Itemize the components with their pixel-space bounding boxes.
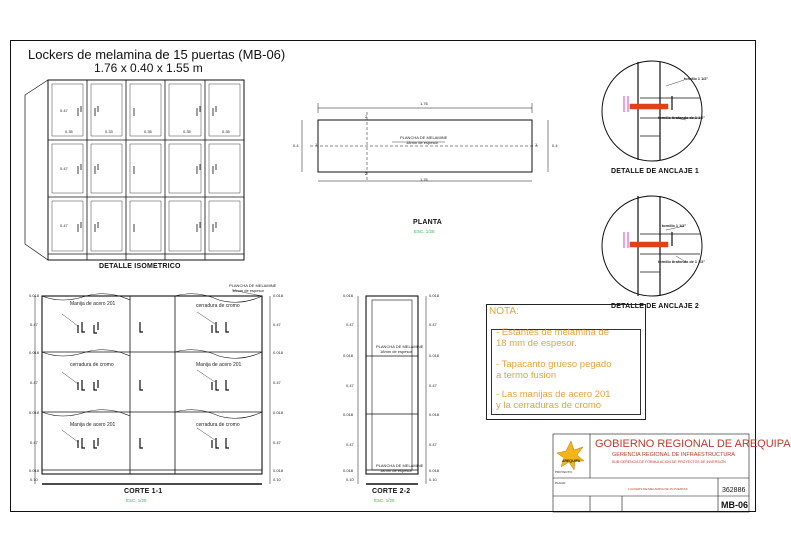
org-subdivision-2: SUB GERENCIA DE FORMULACION DE PROYECTOS DE INVERSION (612, 460, 726, 464)
plan-field-label: PLANO: (555, 481, 567, 485)
project-field-label: PROYECTO: (555, 470, 573, 474)
c11-dim-r1: 0.018 (273, 293, 284, 298)
isometric-label: DETALLE ISOMETRICO (99, 263, 181, 270)
plan-marker-1-left: 1 (315, 142, 318, 147)
plan-marker-2-top: 2 (365, 114, 368, 119)
c22-dim-r8: 0.10 (429, 477, 437, 482)
isometric-view (25, 80, 244, 260)
c11-dim-r2: 0.47 (273, 322, 281, 327)
anchor2-screw-note: tornillo 1 1/2" (662, 224, 687, 228)
plan-depth-dim-right: 0.4 (552, 143, 558, 148)
c11-dim-r3: 0.018 (273, 350, 284, 355)
org-subdivision: GERENCIA REGIONAL DE INFRAESTRUCTURA (612, 452, 735, 458)
note-line-5: - Las manijas de acero 201 (496, 389, 611, 400)
logo-text: AREQUIPA (562, 459, 581, 463)
anchor2-lag-note: tornillo tirafondo de 1 1/2" (658, 260, 706, 264)
iso-col-dim-4: 0.35 (183, 129, 191, 134)
c22-dim-r6: 0.47 (429, 442, 437, 447)
c11-callout-5: Manija de acero 201 (70, 422, 116, 428)
c11-dim-l2: 0.47 (30, 322, 38, 327)
c22-dim-r1: 0.018 (429, 293, 440, 298)
plan-material-thickness: 18mm de espesor (406, 140, 439, 145)
sheet-number: MB-06 (721, 500, 749, 510)
plan-depth-dim-left: 0.4 (293, 143, 299, 148)
section-1-1-label: CORTE 1-1 (124, 488, 163, 495)
project-code: 362886 (722, 487, 746, 494)
plan-material-label: PLANCHA DE MELAMINE (400, 135, 448, 140)
c11-dim-l7: 0.018 (29, 468, 40, 473)
plan-marker-2-bottom: 2 (365, 171, 368, 176)
c22-dim-l3: 0.018 (343, 353, 354, 358)
c22-dim-l7: 0.018 (343, 468, 354, 473)
c11-callout-1: Manija de acero 201 (70, 301, 116, 307)
c22-dim-r4: 0.47 (429, 383, 437, 388)
c11-dim-l5: 0.018 (29, 410, 40, 415)
plan-marker-1-right: 1 (535, 142, 538, 147)
c22-dim-l8: 0.10 (346, 477, 354, 482)
c11-dim-r6: 0.47 (273, 440, 281, 445)
c22-dim-l5: 0.018 (343, 412, 354, 417)
section-2-2-label: CORTE 2-2 (372, 488, 411, 495)
anchor1-lag-note: tornillo tirafondo de 1 1/2" (658, 116, 706, 120)
c11-top-note-2: 18mm de espesor (232, 288, 265, 293)
iso-row-dim-3: 0.47 (60, 223, 68, 228)
c11-top-note-1: PLANCHA DE MELAMINE (229, 283, 277, 288)
anchor2-label: DETALLE DE ANCLAJE 2 (611, 303, 700, 310)
c11-dim-r4: 0.47 (273, 380, 281, 385)
anchor1-screw-note: tornillo 1 1/2" (684, 77, 709, 81)
c22-dim-r3: 0.018 (429, 353, 440, 358)
plan-scale: ESC. 1/25 (414, 229, 435, 234)
plan-width-dim-bottom: 1.76 (420, 177, 428, 182)
c22-note-1: PLANCHA DE MELAMINE (376, 344, 424, 349)
c11-dim-r5: 0.018 (273, 410, 284, 415)
note-line-4: a termo fusion (496, 370, 557, 381)
section-1-1 (35, 290, 270, 484)
c22-note-1b: PLANCHA DE MELAMINE (376, 463, 424, 468)
note-line-6: y la cerraduras de cromo (496, 400, 602, 411)
c11-dim-l3: 0.018 (29, 350, 40, 355)
iso-row-dim-2: 0.47 (60, 166, 68, 171)
iso-row-dim-1: 0.47 (60, 108, 68, 113)
org-name: GOBIERNO REGIONAL DE AREQUIPA (595, 438, 791, 450)
regional-logo (557, 441, 584, 470)
c22-dim-r5: 0.018 (429, 412, 440, 417)
note-line-3: - Tapacanto grueso pegado (496, 359, 612, 370)
c11-callout-2: cerradura de cromo (196, 303, 240, 309)
c22-dim-l2: 0.47 (346, 322, 354, 327)
c11-dim-r8: 0.10 (273, 477, 281, 482)
plan-label: PLANTA (413, 219, 443, 226)
iso-col-dim-5: 0.35 (222, 129, 230, 134)
iso-col-dim-1: 0.35 (65, 129, 73, 134)
c22-note-2b: 18mm de espesor (380, 468, 413, 473)
section-1-1-scale: ESC. 1/25 (126, 498, 147, 503)
plan-field-value: LOCKERS DE MELAMINA DE 15 PUERTAS (628, 487, 688, 491)
note-line-1: - Estantes de melamina de (496, 327, 610, 338)
c11-callout-3: cerradura de cromo (70, 362, 114, 368)
section-2-2-scale: ESC. 1/25 (374, 498, 395, 503)
c11-dim-l6: 0.47 (30, 440, 38, 445)
section-2-2 (358, 296, 426, 484)
c11-callout-6: cerradura de cromo (196, 422, 240, 428)
drawing-subtitle: 1.76 x 0.40 x 1.55 m (94, 61, 203, 75)
note-line-2: 18 mm de espesor. (496, 338, 577, 349)
c11-callout-4: Manija de acero 201 (196, 362, 242, 368)
c11-dim-l4: 0.47 (30, 380, 38, 385)
c11-dim-r7: 0.018 (273, 468, 284, 473)
c11-dim-l8: 0.10 (30, 477, 38, 482)
c22-dim-r2: 0.47 (429, 322, 437, 327)
drawing-title: Lockers de melamina de 15 puertas (MB-06) (28, 47, 286, 62)
c22-dim-r7: 0.018 (429, 468, 440, 473)
notes-title: NOTA: (489, 306, 519, 317)
plan-width-dim-top: 1.76 (420, 101, 428, 106)
c22-note-2: 18mm de espesor (380, 349, 413, 354)
iso-col-dim-3: 0.35 (144, 129, 152, 134)
c22-dim-l1: 0.018 (343, 293, 354, 298)
c22-dim-l4: 0.47 (346, 383, 354, 388)
c11-dim-l1: 0.018 (29, 293, 40, 298)
iso-col-dim-2: 0.33 (105, 129, 113, 134)
anchor-detail-2 (602, 196, 702, 296)
anchor1-label: DETALLE DE ANCLAJE 1 (611, 168, 700, 175)
c22-dim-l6: 0.47 (346, 442, 354, 447)
anchor-detail-1 (602, 61, 702, 161)
